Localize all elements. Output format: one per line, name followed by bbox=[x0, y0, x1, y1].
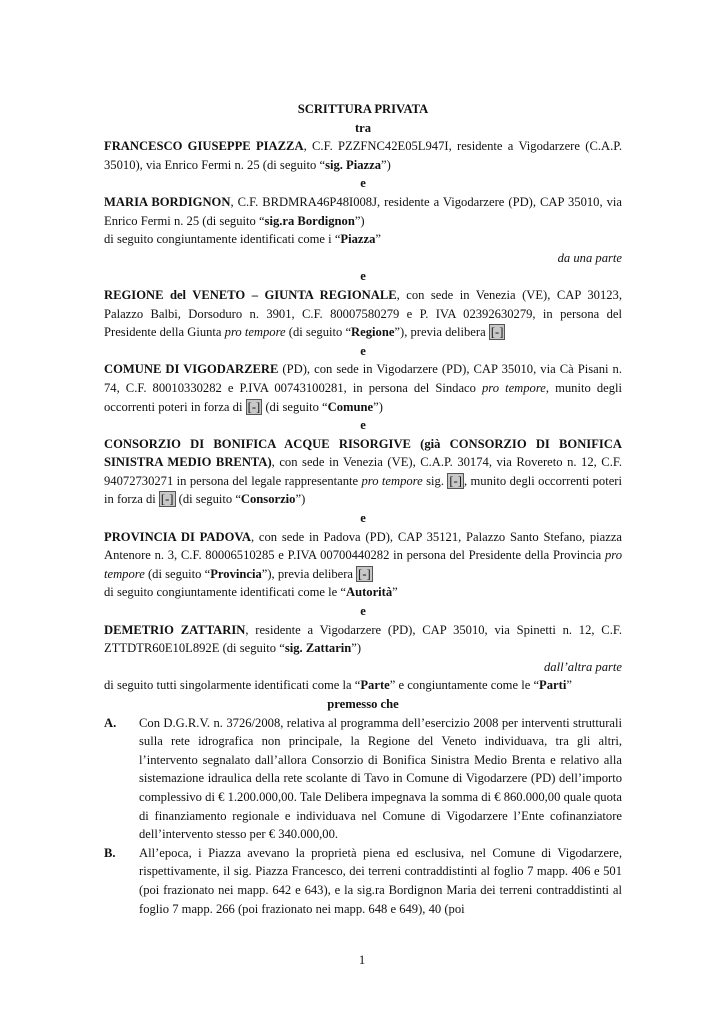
separator-e: e bbox=[360, 176, 366, 191]
party-name: FRANCESCO GIUSEPPE PIAZZA bbox=[104, 139, 304, 154]
party-comune-vigodarzere: COMUNE DI VIGODARZERE (PD), con sede in Vigodarzere (PD), CAP 35010, via Cà Pisani n. 74, C.F. 80010330282 e P.IVA 00743100281, in persona del Sindaco pro tempore, munito degli occorrenti poteri in forza di [-] (di seguito “Comune”) bbox=[104, 362, 622, 414]
party-name: REGIONE del VENETO – GIUNTA REGIONALE bbox=[104, 287, 397, 302]
party-consorzio-bonifica: CONSORZIO DI BONIFICA ACQUE RISORGIVE (già CONSORZIO DI BONIFICA SINISTRA MEDIO BRENTA), con sede in Venezia (VE), C.A.P. 30174, via Rovereto n. 12, C.F. 94072730271 in persona del legale rappresentante pro tempore sig. [-] , munito degli occorrenti poteri in forza di [-] (di seguito “Consorzio”) bbox=[104, 436, 623, 507]
joint-identification-piazza: di seguito congiuntamente identificati come i “Piazza” bbox=[104, 232, 381, 247]
placeholder-field: [-] bbox=[490, 325, 504, 340]
party-piazza-francesco: FRANCESCO GIUSEPPE PIAZZA, C.F. PZZFNC42E05L947I, residente a Vigodarzere (C.A.P. 35010), via Enrico Fermi n. 25 (di seguito “sig. Piazza”) bbox=[104, 139, 622, 172]
placeholder-field: [-] bbox=[160, 492, 174, 507]
side-label-first: da una parte bbox=[557, 250, 622, 265]
separator-e: e bbox=[360, 511, 366, 526]
party-provincia-padova: PROVINCIA DI PADOVA, con sede in Padova (PD), CAP 35121, Palazzo Santo Stefano, piazza Antenore n. 3, C.F. 80006510285 e P.IVA 00700440282 in persona del Presidente della Provincia pro tempore (di seguito “Provincia”), previa delibera [-] bbox=[104, 529, 622, 581]
placeholder-field: [-] bbox=[358, 566, 371, 581]
party-zattarin: DEMETRIO ZATTARIN, residente a Vigodarzere (PD), CAP 35010, via Spinetti n. 12, C.F. ZTTDTR60E10L892E (di seguito “sig. Zattarin”) bbox=[104, 622, 622, 656]
joint-identification-parti: di seguito tutti singolarmente identificati come la “Parte” e congiuntamente come le “Parti” bbox=[104, 678, 572, 693]
separator-e: e bbox=[360, 269, 366, 284]
document-title: SCRITTURA PRIVATA bbox=[297, 102, 429, 116]
page-number: 1 bbox=[358, 953, 366, 967]
list-item-text: Con D.G.R.V. n. 3726/2008, relativa al programma dell’esercizio 2008 per interventi strutturali sulla rete idrografica non principale, la Regione del Veneto individuava, tra gli altri, l’intervento segnalato dall’allora Consorzio di Bonifica Sinistra Medio Brenta e relativo alla sistemazione idraulica della rete scolante di Tavo in Comune di Vigodarzere (PD) dell’importo complessivo di € 1.200.000,00. Tale Delibera impegnava la somma di € 860.000,00 quale quota di finanziamento regionale e individuava nel Comune di Vigodarzere l’Ente cofinanziatore dell’intervento stesso per € 340.000,00. bbox=[139, 715, 622, 842]
separator-e: e bbox=[360, 418, 366, 433]
placeholder-field: [-] bbox=[449, 473, 462, 488]
document-page bbox=[104, 100, 622, 918]
party-name: DEMETRIO ZATTARIN bbox=[104, 622, 246, 637]
party-name: PROVINCIA DI PADOVA bbox=[104, 529, 251, 544]
joint-identification-autorita: di seguito congiuntamente identificati come le “Autorità” bbox=[104, 585, 398, 600]
side-label-other: dall’altra parte bbox=[543, 659, 622, 674]
party-name: COMUNE DI VIGODARZERE bbox=[104, 362, 279, 377]
list-item-label: A. bbox=[104, 715, 117, 730]
list-item-label: B. bbox=[104, 845, 116, 860]
section-heading-premesso: premesso che bbox=[327, 697, 399, 711]
party-name: CONSORZIO DI BONIFICA ACQUE RISORGIVE (già CONSORZIO DI BONIFICA SINISTRA MEDIO BRENTA) bbox=[104, 436, 622, 470]
party-bordignon-maria: MARIA BORDIGNON, C.F. BRDMRA46P48I008J, residente a Vigodarzere (PD), CAP 35010, via Enrico Fermi n. 25 (di seguito “sig.ra Bordignon”) bbox=[104, 194, 622, 228]
party-name: MARIA BORDIGNON bbox=[104, 194, 231, 209]
list-item bbox=[104, 714, 622, 844]
party-regione-veneto: REGIONE del VENETO – GIUNTA REGIONALE, con sede in Venezia (VE), CAP 30123, Palazzo Balbi, Dorsoduro n. 3901, C.F. 80007580279 e P. IVA 02392630279, in persona del Presidente della Giunta pro tempore (di seguito “Regione”), previa delibera [-] bbox=[104, 287, 622, 340]
list-item-text: All’epoca, i Piazza avevano la proprietà piena ed esclusiva, nel Comune di Vigodarzere, rispettivamente, il sig. Piazza Francesco, dei terreni contraddistinti al foglio 7 mapp. 406 e 501 (poi frazionato nei mapp. 642 e 643), e la sig.ra Bordignon Maria dei terreni contraddistinti al foglio 7 mapp. 266 (poi frazionato nei mapp. 648 e 649), 40 (poi bbox=[139, 845, 622, 916]
list-item bbox=[104, 844, 622, 918]
placeholder-field: [-] bbox=[247, 399, 261, 414]
separator-e: e bbox=[360, 604, 366, 619]
separator-tra: tra bbox=[354, 120, 372, 135]
separator-e: e bbox=[360, 343, 366, 358]
